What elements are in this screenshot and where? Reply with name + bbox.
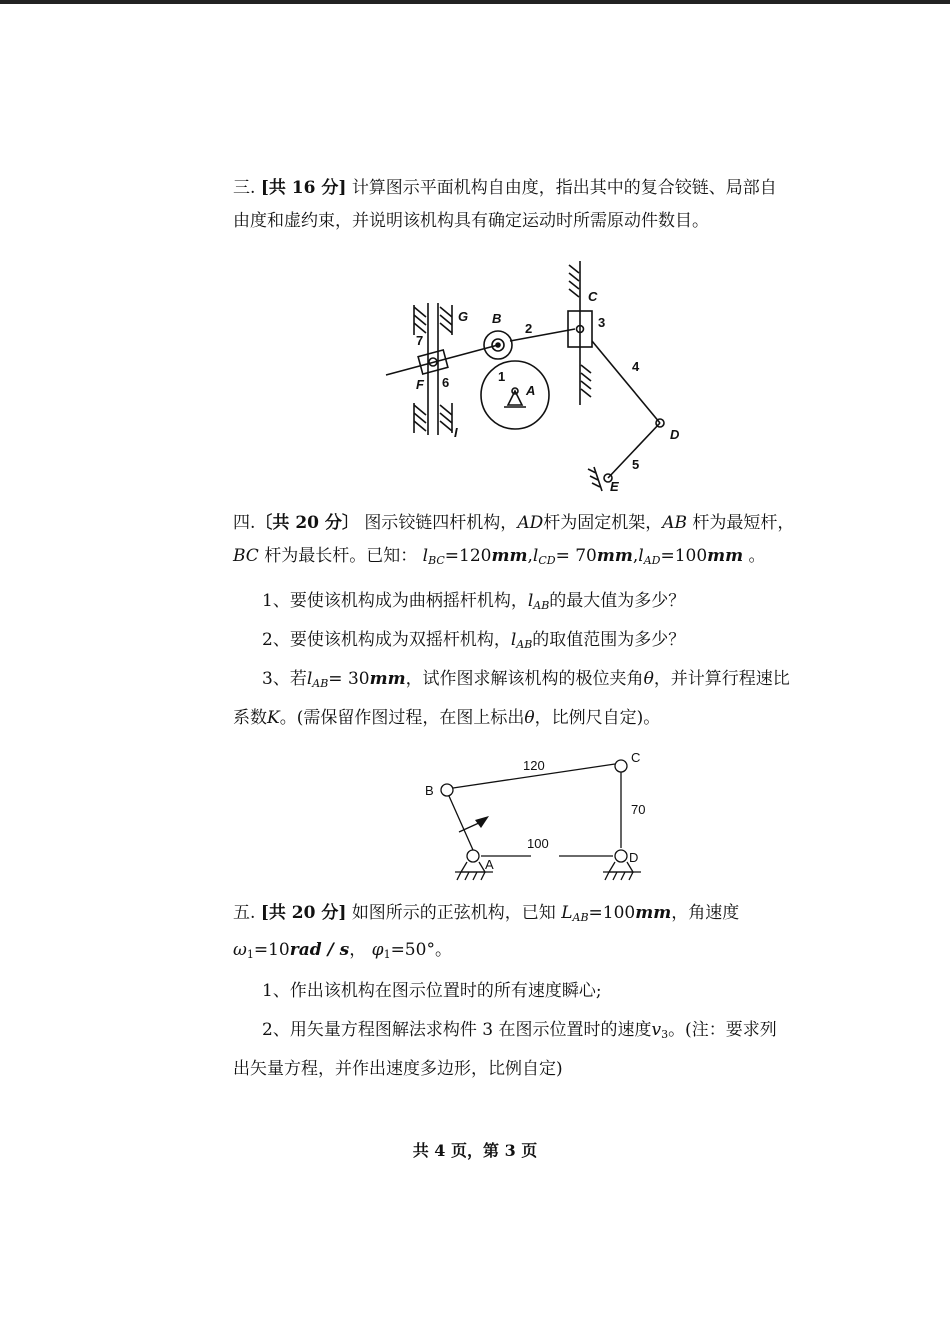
q5-l-val: =100 xyxy=(588,903,636,923)
q5-item2-line2 xyxy=(233,1053,843,1086)
support-a xyxy=(461,862,485,872)
rail-hatch-lower xyxy=(414,403,452,433)
label-d: D xyxy=(629,850,639,865)
rotation-arrow xyxy=(459,816,489,832)
rail-hatch-upper xyxy=(414,305,452,335)
q4-l-bc-val: =120 xyxy=(444,546,492,566)
q5-item2-line2-text: 出矢量方程，并作出速度多边形，比例自定) xyxy=(233,1059,563,1079)
q4-k: K xyxy=(267,708,280,728)
label-i: I xyxy=(454,425,458,440)
q5-item2 xyxy=(262,1014,843,1051)
q3-line1: 计算图示平面机构自由度，指出其中的复合铰链、局部自 xyxy=(351,178,777,198)
link-4 xyxy=(592,341,660,423)
q4-line1-c: 杆为最短杆， xyxy=(692,513,795,533)
q4-item3-line2-c: ，比例尺自定)。 xyxy=(534,708,661,728)
q4-item3-l: l xyxy=(306,669,313,689)
q5-v-sub: 3 xyxy=(661,1028,669,1041)
q5-omega-unit: rad / s xyxy=(289,940,350,960)
label-c: C xyxy=(588,289,598,304)
q5-item2-b: 。(注：要求列 xyxy=(668,1020,777,1040)
q4-four-bar-figure xyxy=(415,748,655,888)
q4-l-ad: l xyxy=(638,546,644,566)
q4-item3-a: 3、若 xyxy=(262,669,307,689)
joint-a xyxy=(467,850,479,862)
q5-phi: φ xyxy=(371,940,384,960)
q4-l-cd: l xyxy=(532,546,539,566)
q4-item2-sub: AB xyxy=(516,638,533,651)
q4-unit-1: mm xyxy=(491,546,528,566)
q5-number: 五. xyxy=(233,903,256,923)
label-bc-length: 120 xyxy=(523,758,545,773)
q5-item1 xyxy=(262,975,602,1008)
q4-unit-3: mm xyxy=(707,546,744,566)
label-c: C xyxy=(631,750,641,765)
q5-omega: ω xyxy=(233,940,247,960)
q5-text xyxy=(233,897,843,971)
top-border-rule xyxy=(0,0,950,4)
q4-theta-1: θ xyxy=(643,669,654,689)
q4-points: 〔共 20 分〕 xyxy=(255,513,359,533)
q5-l-unit: mm xyxy=(635,903,672,923)
q4-item2 xyxy=(262,624,685,661)
q3-points: [共 16 分] xyxy=(260,178,347,198)
label-e: E xyxy=(610,479,619,494)
label-d: D xyxy=(670,427,680,442)
q4-item1-a: 1、要使该机构成为曲柄摇杆机构， xyxy=(262,591,528,611)
q4-item2-b: 的取值范围为多少？ xyxy=(532,630,686,650)
q4-ad: AD xyxy=(517,513,544,533)
label-4: 4 xyxy=(632,359,640,374)
link-ab xyxy=(449,796,473,850)
link-2 xyxy=(510,329,575,341)
q3-text xyxy=(233,172,843,238)
q4-line1-b: 杆为固定机架， xyxy=(543,513,663,533)
label-7: 7 xyxy=(416,333,424,348)
label-3: 3 xyxy=(598,315,606,330)
q3-number: 三. xyxy=(233,178,256,198)
page-footer: 共 4 页，第 3 页 xyxy=(412,1141,538,1160)
q4-line2-a: 杆为最长杆。已知： xyxy=(264,546,418,566)
q4-item3-line2-b: 。(需保留作图过程，在图上标出 xyxy=(279,708,525,728)
label-a: A xyxy=(485,857,494,872)
q4-item1 xyxy=(262,585,685,622)
pivot-a xyxy=(508,391,522,405)
label-f: F xyxy=(416,377,424,392)
q5-line1: 如图所示的正弦机构，已知 xyxy=(351,903,556,923)
q5-v: v xyxy=(651,1020,662,1040)
label-5: 5 xyxy=(632,457,640,472)
label-6: 6 xyxy=(442,375,450,390)
q5-phi-val: =50°。 xyxy=(390,940,452,960)
q4-item3 xyxy=(262,663,843,700)
ground-a-hatch xyxy=(455,872,493,880)
label-ad-length: 100 xyxy=(527,836,549,851)
q5-points: [共 20 分] xyxy=(260,903,347,923)
label-b: B xyxy=(425,783,434,798)
roller-b-center xyxy=(496,343,500,347)
q4-item3-val: = 30 xyxy=(328,669,370,689)
q5-phi-sub: 1 xyxy=(383,948,391,961)
q5-item1-text: 1、作出该机构在图示位置时的所有速度瞬心; xyxy=(262,981,602,1001)
joint-b xyxy=(441,784,453,796)
q4-end: 。 xyxy=(748,546,766,566)
q5-l-sub: AB xyxy=(572,911,589,924)
q5-line1-b: ，角速度 xyxy=(671,903,740,923)
label-1: 1 xyxy=(498,369,506,384)
joint-c xyxy=(615,760,627,772)
q4-item3-b: ，试作图求解该机构的极位夹角 xyxy=(405,669,644,689)
q4-l-cd-val: = 70 xyxy=(555,546,597,566)
q4-item2-a: 2、要使该机构成为双摇杆机构， xyxy=(262,630,511,650)
q5-l: L xyxy=(561,903,573,923)
q4-l-bc-sub: BC xyxy=(428,554,445,567)
ground-d-hatch xyxy=(603,872,641,880)
q4-item3-line2 xyxy=(233,702,843,735)
cam-1 xyxy=(481,361,549,429)
q4-l-ad-sub: AD xyxy=(643,554,661,567)
q4-l-ad-val: =100 xyxy=(660,546,708,566)
q5-comma: ， xyxy=(349,940,367,960)
label-a: A xyxy=(526,383,536,398)
q4-ab: AB xyxy=(662,513,688,533)
q4-unit-2: mm xyxy=(596,546,633,566)
label-g: G xyxy=(458,309,469,324)
q4-l-bc: l xyxy=(422,546,429,566)
q4-text: 四.〔共 20 分〕 图示铰链四杆机构，AD杆为固定机架，AB 杆为最短杆， BC 杆为最长杆。已知： $l_{BC}=120mm,l_{CD}= 70mm,l_{AD}=100mm$ 。 xyxy=(233,513,795,567)
q4-item1-sub: AB xyxy=(533,599,550,612)
q5-omega-val: =10 xyxy=(253,940,290,960)
q4-theta-2: θ xyxy=(524,708,535,728)
q4-item3-c: ，并计算行程速比 xyxy=(653,669,790,689)
q4-item2-l: l xyxy=(510,630,517,650)
label-cd-length: 70 xyxy=(631,802,646,817)
q3-mechanism-figure xyxy=(380,255,700,495)
q4-item3-unit: mm xyxy=(369,669,406,689)
q4-item3-line2-a: 系数 xyxy=(233,708,267,728)
q4-item3-sub: AB xyxy=(312,677,329,690)
q4-item1-l: l xyxy=(527,591,534,611)
label-2: 2 xyxy=(525,321,533,336)
q4-bc: BC xyxy=(233,546,259,566)
joint-d xyxy=(615,850,627,862)
q4-number: 四. xyxy=(233,513,256,533)
q4-item1-b: 的最大值为多少？ xyxy=(549,591,686,611)
q4-l-cd-sub: CD xyxy=(538,554,556,567)
q5-item2-a: 2、用矢量方程图解法求构件 3 在图示位置时的速度 xyxy=(262,1020,652,1040)
q4-line1-a: 图示铰链四杆机构， xyxy=(364,513,518,533)
q5-omega-sub: 1 xyxy=(246,948,254,961)
label-b: B xyxy=(492,311,502,326)
q3-line2: 由度和虚约束，并说明该机构具有确定运动时所需原动件数目。 xyxy=(233,211,709,231)
